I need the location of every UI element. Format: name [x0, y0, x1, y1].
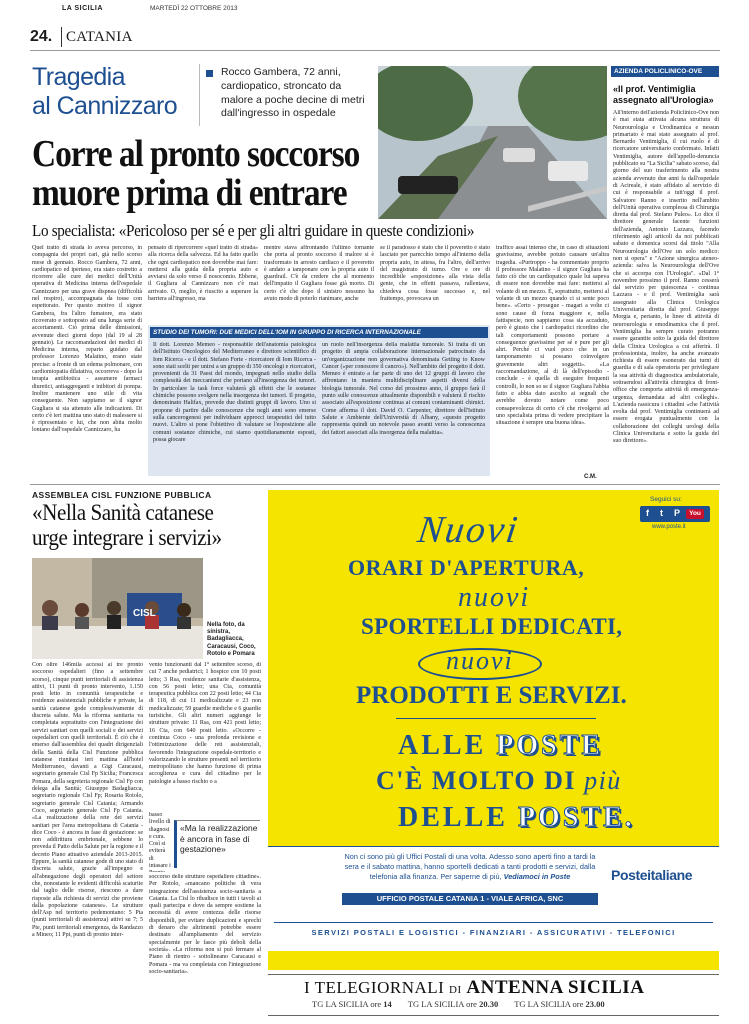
story2-body-col-2c: soccorso delle strutture ospedaliere cittadine». Per Rotolo, «mancano politiche di vera integrazione dell'assistenza socio-sanitaria a Catania. La Cisl lo ribadisce in tutti i tavoli ai quali partecipa e dove da sempre sostiene la necessità di avere contezza delle risorse disponibili, per evitare duplicazioni e sprechi di denaro che altrimenti potrebbe essere destinato all'ampliamento del servizio specialmente per le fasce più deboli della società». «La riforma non si può fermare al Piano di rientro - sottolineano Caracausi e Pomara - ma va completata con l'integrazione socio-sanitaria».: [149, 874, 261, 975]
cisl-banner-text: CISL: [133, 608, 156, 619]
tg-slot-3-time: 23.00: [585, 999, 605, 1009]
ad-office: UFFICIO POSTALE CATANIA 1 - VIALE AFRICA, SNC: [342, 893, 598, 905]
story2-kicker: ASSEMBLEA CISL FUNZIONE PUBBLICA: [32, 490, 212, 500]
sidebar-label: AZIENDA POLICLINICO-OVE: [611, 66, 719, 77]
ad-line-2: ORARI D'APERTURA,: [348, 555, 585, 580]
story-subhead: Lo specialista: «Pericoloso per sé e per gli altri guidare in queste condizioni»: [32, 221, 475, 240]
story-body-col-4: se il paradosso è stato che il poveretto è stato lasciato per parecchio tempo all'interno della propria auto, in attesa, fra l'altro, dell'arrivo del magistrato di turno. Ore e ore di incredibile «esposizione» alla vista della gente, che in effetti passava, rallentava, chiedeva cosa fosse successo e, nel frattempo, provocava un: [380, 245, 490, 303]
ad-line-8a: C'È MOLTO DI: [376, 766, 577, 795]
facebook-icon: f: [646, 508, 649, 518]
newspaper-name: LA SICILIA: [62, 5, 103, 12]
sidebar-body: All'interno dell'azienda Policlinico-Ove non è mai stata attivata alcuna struttura di Neurourologia e Urodinamica e nessun primariato è mai stato assegnato al prof. Bernardo Ventimiglia, il cui ruolo è di ricercatore universitario confermato. Infatti Ventimiglia, autore dell'appello-denuncia pubblicato su "La Sicilia" sabato scorso, dal giorno del suo trasferimento alla nostra azienda avvenuto due anni fa dall'ospedale di Acireale, è stato affidato al servizio di cui è responsabile a tutt'oggi il prof. Salvatore Ranno e inserito nell'ambito dell'Unità operativa complessa di Chirurgia diretta dal prof. Stefano Puleo». Lo dice il direttore generale facente funzioni dell'azienda, Antonio Lazzara, facendo riferimento agli articoli da noi pubblicati sabato e domenica scorsi dal titolo "Alla Neurourologia dell'Ove un solo medico: non si opera" e "Azione sinergica ateneo-azienda: salva la Neurourologia dell'Ove che si accorpa con l'Urologia". «Dal 1° novembre prossimo il prof. Ranno cesserà dal servizio per quiescenza - continua Lazzara - e il prof. Ventimiglia sarà assegnato alla Clinica Urologica Universitaria diretta dal prof. Giuseppe Morgia e, pertanto, le linee di attività di neurourologia e emodinamica che il prof. Ventimiglia ha sempre curato potranno essere garantite sotto la guida del direttore della Clinica Urologica a cui afferirà. Il professionista, inoltre, ha anche avanzato richiesta di essere esonerato dai turni di guardia e di sala operatoria per privilegiare la sua attività di diagnostica ambulatoriale, sottraendosi all'attività chirurgica di front-office che comporta attività di emergenza-urgenza, demandata ad altri colleghi». L'azienda rassicura i cittadini «che l'attività svolta dal prof. Ventimiglia continuerà ad essere erogata puntualmente con la collaborazione dei colleghi urologi della Clinica Universitaria e sotto la guida del suo direttore».: [613, 110, 719, 445]
tg-slot-2: TG LA SICILIA ore: [407, 999, 477, 1009]
ad-line-9b: POSTE.: [517, 802, 635, 833]
ad-line-3: nuovi: [458, 582, 531, 613]
ad-info-cta: Vediamoci in Poste: [503, 872, 571, 881]
story-body-col-3: mentre stava affrontando l'ultimo tornante che porta al pronto soccorso il malore si è trasformato in arresto cardiaco e il poveretto è andato a tamponare con la propria auto il guardrail. C'è da credere che al momento dell'impatto il Gugliara fosse già morto. Di certo c'è che dopo il sinistro nessuno ha avuto modo di poterlo rianimare, anche: [264, 245, 374, 303]
tg-prefix: I TELEGIORNALI: [304, 978, 445, 997]
twitter-icon: t: [660, 508, 663, 518]
page-number: 24.: [30, 28, 53, 45]
site-url: www.poste.it: [652, 524, 686, 530]
research-box-col-2: un ruolo nell'insorgenza della malattia tumorale. Si tratta di un progetto di ampia collaborazione internazionale patrocinato da un'organizzazione non governativa denominata Getting to Know Cancer («per conoscere il cancro»). Nell'ambito del progetto il dott. Memeo è entrato a far parte di uno dei 12 gruppi di lavoro che affrontano in maniera multidisciplinare aspetti diversi della biologia tumorale. Nel corso del prossimo anno, il gruppo farà il punto sulle conoscenze attualmente disponibili e valuterà il rischio associato all'esposizione continua ai comuni contaminanti chimici. Come afferma il dott. David O. Carpenter, direttore dell'Istituto Salute e Ambiente dell'Università di Albany, «questo progetto rappresenta quindi un notevole passo avanti verso la conoscenza dei fattori associati alla insorgenza della malattia».: [322, 342, 485, 436]
tg-di: DI: [449, 984, 462, 996]
tg-slot-1: TG LA SICILIA ore: [312, 999, 382, 1009]
kicker-line-2: al Cannizzaro: [32, 92, 178, 120]
pull-quote: «Ma la realizzazione è ancora in fase di gestazione»: [180, 823, 258, 854]
social-label: Seguici su:: [650, 496, 682, 503]
cisl-photo: [32, 558, 203, 659]
headline-line-2: muore prima di entrare: [32, 172, 347, 214]
ad-line-8: [376, 766, 622, 796]
ad-line-5: nuovi: [446, 646, 514, 675]
story2-headline: [32, 500, 222, 550]
story-summary: Rocco Gambera, 72 anni, cardiopatico, stroncato da malore a poche decine di metri dall'ingresso in ospedale: [221, 66, 365, 120]
research-box-col-1: Il dott. Lorenzo Memeo - responsabile dell'anatomia patologica dell'Istituto Oncologico del Mediterraneo e direttore scientifico di Iom Ricerca - e il dott. Stefano Forte - ricercatore di Iom Ricerca - sono stati scelti per unirsi a un gruppo di 350 oncologi e ricercatori, provenienti da 31 Paesi del mondo, impegnati nello studio della complessità dei meccanismi che portano all'insorgenza dei tumori. In particolare la task force valuterà gli effetti che le sostanze chimiche possono svolgere nella insorgenza dei tumori. Il progetto, denominato Halifax, prevede due distinti gruppi di lavoro. Uno si propone di partire dalle conoscenze che negli anni sono emerse sulla cancerogenesi per individuare approcci terapeutici del tutto nuovi. L'altro si pone l'obiettivo di valutare se l'esposizione alle comuni sostanze chimiche, cui siamo quotidianamente esposti, possa giocare: [153, 342, 316, 443]
road-scene-icon: [378, 66, 607, 219]
ad-line-7a: ALLE: [398, 730, 487, 761]
youtube-icon: You: [686, 509, 704, 519]
tg-slot-1-time: 14: [383, 999, 392, 1009]
story-body-col-5: traffico assai intenso che, in caso di situazioni gravissime, avrebbe potuto causare un'altra tragedia. «Purtroppo - ha commentato proprio il professore Malatino - il signor Gugliara ha fatto ciò che un cardiopatico quale lui sapeva di essere non dovrebbe mai fare: mettersi al volante di un mezzo. È, soprattutto, mettersi al volante di un mezzo quando ci si sente poco bene». «Certo - prosegue - magari a volte ci sono cause di forza maggiore e, nella fattispecie, non sappiamo cosa sia accaduto, però è giusto che i cardiopatici ricordino che tali comportamenti possono portare a conseguenze gravissime per sé e pure per gli altri. Perché ci vuol poco che in un tamponamento si possano coinvolgere gravemente altri soggetti». «La raccomandazione, al di là dell'episodio - conclude - è quella di eseguire frequenti controlli, lo non so se il signor Gugliara l'abbia fatto e abbia dato ascolto ai segnali che avrebbe dovuto notare come poco consapevolezza di certo c'è che rivolgersi ad uno specialista prima di vedere precipitare la situazione è sempre una buona idea».: [496, 245, 609, 427]
tg-schedule: [312, 999, 712, 1009]
tg-slot-3: TG LA SICILIA ore: [514, 999, 584, 1009]
pinterest-icon: P: [674, 508, 681, 518]
ad-line-6: PRODOTTI E SERVIZI.: [356, 682, 627, 709]
story-kicker: [32, 63, 177, 121]
poste-ad: [268, 490, 719, 970]
ad-info-text: [342, 852, 598, 882]
meeting-photo-icon: [32, 558, 203, 659]
tg-channel: ANTENNA SICILIA: [466, 977, 645, 998]
ad-line-7: [398, 730, 603, 762]
story-signature: C.M.: [584, 474, 597, 480]
ad-line-1: Nuovi: [415, 509, 522, 551]
story2-body-col-1: Con oltre 146mila accessi ai tre pronto soccorso ospedalieri (fino a settembre scorso), cinque punti territoriali di assistenza attivi, 11 punti di pronto intervento, 1.150 posti letto in comunità terapeutiche e residenze assistenziali pubbliche e private, la sanità catanese gode complessivamente di discreta salute. Ma la riforma sanitaria va completata soprattutto con l'integrazione dei servizi sanitari con quelli sociali e dei servizi ospedalieri con quelli territoriali. È ciò che è emerso dall'assemblea dei quadri dirigenziali della Sanità della Cisl Funzione pubblica catanese riunitasi ieri mattina all'hotel Mediterraneo, davanti a Gigi Caracausi, segretario generale Cisl Fp Sicilia; Francesca Pomara, della segreteria regionale Cisl Fp con delega alla Sanità; Giuseppe Badagliacca, segretario regionale Cisl Fp; Rosaria Rotolo, segretario generale Cisl Catania; Armando Coco, segretario generale Cisl Fp Catania. «La realizzazione della rete dei servizi sanitari per l'area metropolitana di Catania - dice Coco - è ancora in fase di gestazione: se non addirittura embrionale, sebbene lo preveda il Patto della Salute per la regione e il decreto Piano attuativo aziendale 2013-2015. Eppure, la sanità catanese gode di uno stato di discreta salute, grazie all'impegno e all'abnegazione degli operatori del settore che, nonostante le evidenti difficoltà scaturite dal taglio delle risorse, riescono a dare risposte alla richiesta di servizi che proviene dalla popolazione catanese». Le strutture dell'Asp nel territorio pedemontano: 5 Pta (punti territoriali di assistenza) attivi su 7; 5 Pte, punti territoriali emergenza, da Randazzo a Mineo; 11 Ppi, punti di pronto inter-: [32, 662, 143, 938]
ad-line-8b: più: [584, 766, 622, 795]
ad-services: SERVIZI POSTALI E LOGISTICI - FINANZIARI - ASSICURATIVI - TELEFONICI: [311, 928, 676, 937]
story-headline: [32, 135, 359, 213]
section-title: CATANIA: [66, 29, 133, 45]
accident-photo: [378, 66, 607, 219]
photo-caption: Nella foto, da sinistra, Badagliacca, Caracausi, Coco, Rotolo e Pomara: [207, 622, 256, 657]
issue-date: MARTEDÌ 22 OTTOBRE 2013: [150, 5, 238, 12]
headline-line-1: Corre al pronto soccorso: [32, 133, 360, 175]
sidebar-headline: «Il prof. Ventimiglia assegnato all'Urologia»: [613, 84, 714, 105]
section-divider: [61, 27, 62, 47]
kicker-line-1: Tragedia: [32, 63, 125, 91]
story-body-col-1: Quel tratto di strada lo aveva percorso, in compagnia dei propri cari, già nello scorso mese di gennaio. Rocco Gambera, 72 anni, cardiopatico ed iperteso, era stato costretto a ricorrere alle cure dei medici dell'Unità operativa di Medicina interna dell'ospedale Cannizzaro per una grave dispnea (difficoltà nel respiro), accompagnata da tosse con espettorato. Per questo motivo il signor Gambera, fra l'altro fumatore, era stato ricoverato e sottoposto ad una lunga serie di accertamenti. Ciò prima delle dimissioni, avvenute dieci giorni dopo (dal 19 al 28 gennaio). Le raccomandazioni dei medici di Medicina interna, reparto guidato dal professor Lorenzo Malatino, erano state precise: a fronte di un edema polmonare, con cardiomiopatia dilatativa, occorreva - dopo la terapia antibiotica - assumere farmaci diuretici, antiaggreganti e inibitori di pompa. Inoltre mantenere uno stile di vita conseguente. Non sappiamo se il signor Gugliara si sia attenuto alle indicazioni. Di certo c'è ieri mattina uno stato di malessere si è ripresentato e lui, che non abita molto lontano dall'ospedale Cannizzaro, ha: [32, 245, 142, 434]
story2-body-col-2a: vento funzionanti dal 1° settembre scorso, di cui 7 anche pediatrici; 1 hospice con 10 posti letto; 3 Rsa, residenze sanitarie d'assistenza, con 56 posti letto; una Cta, comunità terapeutica pubblica con 22 posti letto; 44 Cta di 118, di cui 11 medicalizzate e 23 non medicalizzate; 59 guardie mediche e 6 guardie turistiche. Gli altri numeri aggiunge le strutture private: 11 Rsa, con 421 posti letto; 16 Cta, con 640 posti letto. «Occorre - continua Coco - una profonda revisione e l'ottimizzazione delle reti assistenziali, favorendo l'integrazione ospedale-territorio e valorizzando le strutture presenti nel territorio metropolitano che hanno funzione di prima accoglienza e cura del cittadino per le patologie a basso rischio o a: [149, 662, 261, 785]
story-body-col-2: pensato di ripercorrere «quel tratto di strada» alla ricerca della salvezza. Ed ha fatto quello che ogni cardiopatico non dovrebbe mai fare: mettersi alla guida della propria auto e avviarsi da solo verso il nosocomio. Ebbene, il Gugliara al Cannizzaro non c'è mai arrivato. O, meglio, è riuscito a superare la barriera all'ingresso, ma: [148, 245, 258, 303]
tg-slot-2-time: 20.30: [479, 999, 499, 1009]
header-rule: [30, 50, 720, 51]
story2-headline-line-1: «Nella Sanità catanese: [32, 500, 214, 525]
section-rule: [30, 484, 720, 485]
story2-headline-line-2: urge integrare i servizi»: [32, 525, 222, 550]
ad-info-body: Non ci sono più gli Uffici Postali di una volta. Adesso sono aperti fino a tardi la sera e il sabato mattina, hanno sportelli dedicati a tanti prodotti e servizi, dalla telefonia alla finanza. Per saperne di più,: [344, 852, 596, 881]
research-box-title: STUDIO DEI TUMORI: DUE MEDICI DELL'IOM IN GRUPPO DI RICERCA INTERNAZIONALE: [150, 327, 488, 338]
ad-line-7b: POSTE: [496, 730, 604, 761]
summary-marker: [206, 70, 213, 77]
ad-line-9a: DELLE: [398, 802, 508, 833]
ad-divider: [396, 718, 596, 719]
ad-services-rule: [274, 922, 713, 923]
ad-line-9: [398, 802, 635, 834]
ad-line-4: SPORTELLI DEDICATI,: [361, 614, 623, 639]
poste-logo: Posteitaliane: [611, 867, 693, 883]
story2-body-col-2b: basso livello di diagnosi e cura. Così si eviterà di intasare i: [149, 812, 171, 870]
tg-title: [304, 977, 704, 999]
